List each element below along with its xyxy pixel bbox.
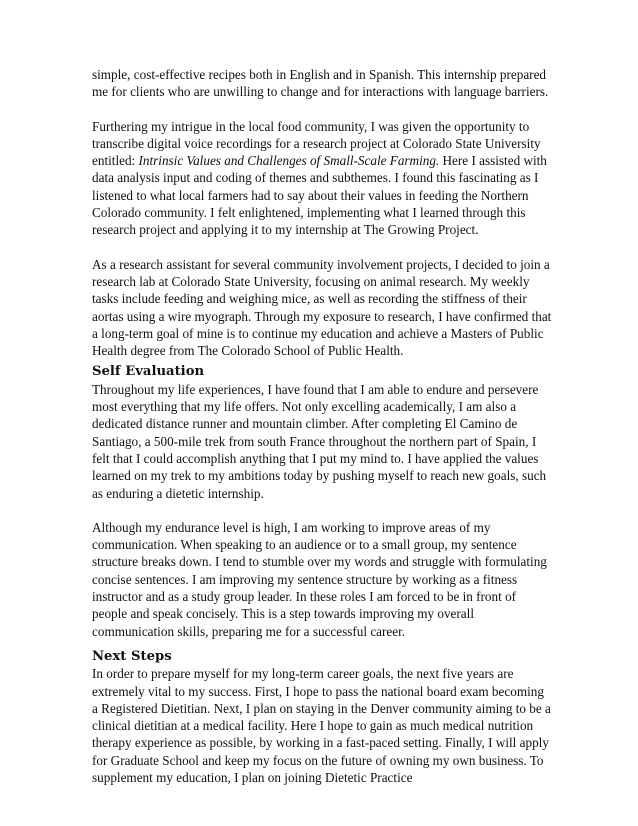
document-body (92, 66, 552, 786)
paragraph-recipes-internship: simple, cost-effective recipes both in English and in Spanish. This internship prepared me for clients who are unwilling to change and for interactions with language barriers. (92, 67, 549, 100)
paragraph-endurance: Throughout my life experiences, I have found that I am able to endure and persevere most everything that my life offers. Not only excelling academically, I am also a dedicated distance runner and mountain climber. After completing El Camino de Santiago, a 500-mile trek from south France throughout the northern part of Spain, I felt that I could accomplish anything that I put my mind to. I have applied the values learned on my trek to my ambitions today by pushing myself to reach new goals, such as enduring a dietetic internship. (92, 381, 547, 501)
paragraph-text: Here I assisted with data analysis input and coding of themes and subthemes. I found this fascinating as I listened to what local farmers had to say about their values in feeding the Northern Colorado community. I felt enlightened, implementing what I learned through this research project and applying it to my internship at The Growing Project. (92, 153, 547, 238)
paragraph-research-assistant: As a research assistant for several community involvement projects, I decided to join a research lab at Colorado State University, focusing on animal research. My weekly tasks include feeding and weighing mice, as well as recording the stiffness of their aortas using a wire myograph. Through my exposure to research, I have confirmed that a long-term goal of mine is to continue my education and achieve a Masters of Public Health degree from The Colorado School of Public Health. (92, 256, 552, 359)
paragraph-communication: Although my endurance level is high, I am working to improve areas of my communication. When speaking to an audience or to a small group, my sentence structure breaks down. I tend to stumble over my words and struggle with formulating concise sentences. I am improving my sentence structure by working as a fitness instructor and as a study group leader. In these roles I am forced to be in front of people and speak concisely. This is a step towards improving my overall communication skills, preparing me for a successful career. (92, 519, 547, 639)
section-heading-next-steps: Next Steps (92, 648, 172, 664)
research-project-title: Intrinsic Values and Challenges of Small-Scale Farming. (138, 153, 440, 169)
paragraph-text: Furthering my intrigue in the local food community, I was given the opportunity to transcribe digital voice recordings for a research project at Colorado State University entitled: (92, 118, 541, 169)
section-heading-self-evaluation: Self Evaluation (92, 364, 205, 380)
paragraph-career-goals: In order to prepare myself for my long-term career goals, the next five years are extremely vital to my success. First, I hope to pass the national board exam becoming a Registered Dietitian. Next, I plan on staying in the Denver community aiming to be a clinical dietitian at a medical facility. Here I hope to gain as much medical nutrition therapy experience as possible, by working in a fast-paced setting. Finally, I will apply for Graduate School and keep my focus on the future of owning my own business. To supplement my education, I plan on joining Dietetic Practice (92, 666, 551, 785)
paragraph-research-transcription (92, 118, 552, 239)
